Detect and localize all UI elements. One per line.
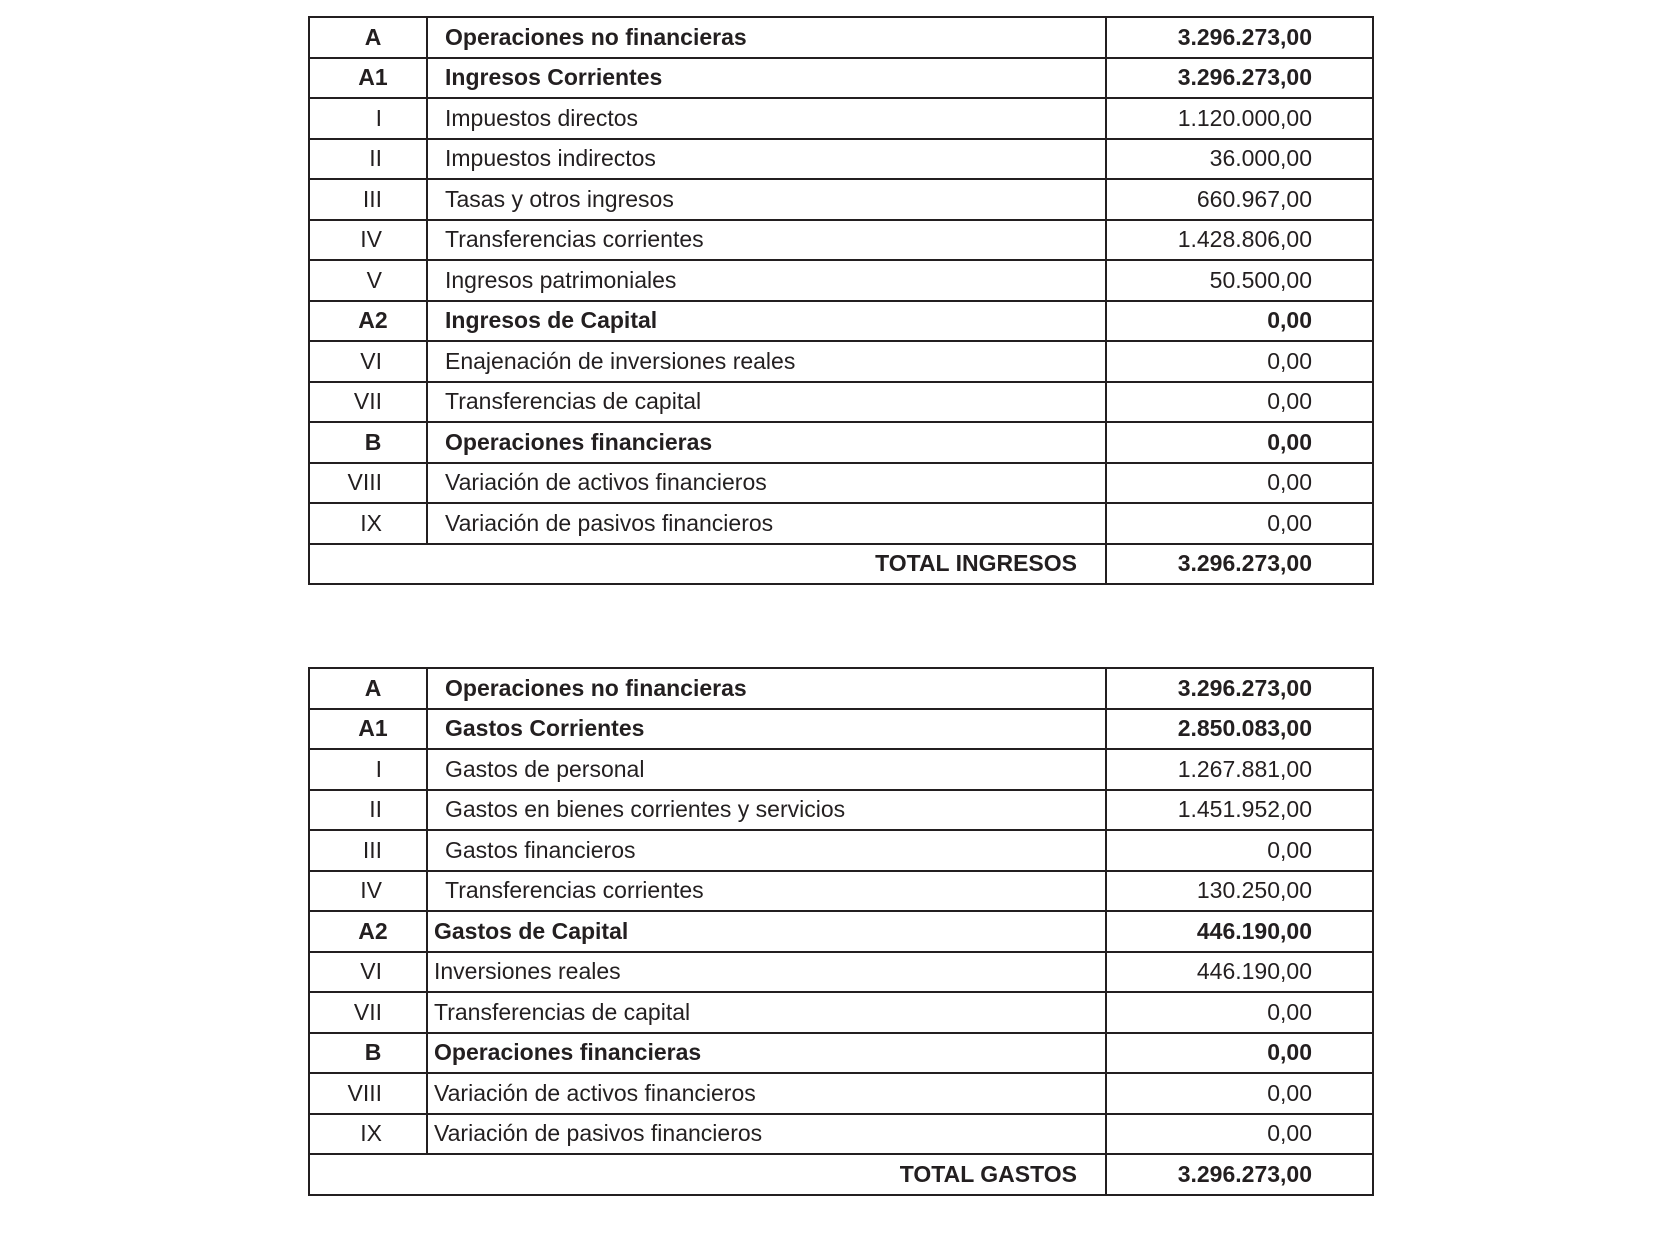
- total-ingresos-label: TOTAL INGRESOS: [309, 544, 1106, 585]
- table-row: [309, 830, 1373, 871]
- row-label: Gastos en bienes corrientes y servicios: [427, 790, 1106, 831]
- row-value: 0,00: [1106, 503, 1373, 544]
- row-label: Variación de pasivos financieros: [427, 503, 1106, 544]
- row-label: Impuestos indirectos: [427, 139, 1106, 180]
- row-label: Gastos de Capital: [427, 911, 1106, 952]
- row-label: Gastos Corrientes: [427, 709, 1106, 750]
- row-code: III: [309, 179, 427, 220]
- row-code: I: [309, 98, 427, 139]
- row-label: Impuestos directos: [427, 98, 1106, 139]
- table-row: [309, 668, 1373, 709]
- row-value: 1.428.806,00: [1106, 220, 1373, 261]
- gastos-table: [308, 667, 1374, 1196]
- row-label: Transferencias corrientes: [427, 220, 1106, 261]
- row-code: IV: [309, 871, 427, 912]
- row-value: 0,00: [1106, 341, 1373, 382]
- row-code: IX: [309, 1114, 427, 1155]
- row-value: 0,00: [1106, 382, 1373, 423]
- table-row: [309, 790, 1373, 831]
- row-value: 36.000,00: [1106, 139, 1373, 180]
- row-label: Enajenación de inversiones reales: [427, 341, 1106, 382]
- row-code: VI: [309, 952, 427, 993]
- row-label: Gastos de personal: [427, 749, 1106, 790]
- row-label: Operaciones no financieras: [427, 668, 1106, 709]
- row-code: B: [309, 422, 427, 463]
- row-label: Ingresos de Capital: [427, 301, 1106, 342]
- table-row: [309, 1073, 1373, 1114]
- table-row: [309, 260, 1373, 301]
- row-value: 0,00: [1106, 830, 1373, 871]
- table-row: [309, 139, 1373, 180]
- ingresos-rows: [309, 17, 1373, 584]
- total-gastos-label: TOTAL GASTOS: [309, 1154, 1106, 1195]
- row-value: 0,00: [1106, 463, 1373, 504]
- row-code: A1: [309, 709, 427, 750]
- row-code: B: [309, 1033, 427, 1074]
- row-value: 1.120.000,00: [1106, 98, 1373, 139]
- row-value: 660.967,00: [1106, 179, 1373, 220]
- row-label: Variación de activos financieros: [427, 1073, 1106, 1114]
- row-value: 0,00: [1106, 301, 1373, 342]
- row-code: VI: [309, 341, 427, 382]
- table-row: [309, 301, 1373, 342]
- row-code: VII: [309, 382, 427, 423]
- row-value: 130.250,00: [1106, 871, 1373, 912]
- row-value: 0,00: [1106, 1073, 1373, 1114]
- row-code: IX: [309, 503, 427, 544]
- row-value: 1.267.881,00: [1106, 749, 1373, 790]
- gastos-rows: [309, 668, 1373, 1195]
- row-label: Inversiones reales: [427, 952, 1106, 993]
- row-code: I: [309, 749, 427, 790]
- table-row: [309, 179, 1373, 220]
- table-row: [309, 1114, 1373, 1155]
- table-row: [309, 17, 1373, 58]
- table-row: [309, 1033, 1373, 1074]
- table-row: [309, 58, 1373, 99]
- row-code: A: [309, 17, 427, 58]
- row-code: II: [309, 139, 427, 180]
- table-row: [309, 220, 1373, 261]
- table-row: [309, 952, 1373, 993]
- table-row: [309, 871, 1373, 912]
- row-value: 0,00: [1106, 1033, 1373, 1074]
- table-row: [309, 709, 1373, 750]
- table-row: [309, 911, 1373, 952]
- row-code: IV: [309, 220, 427, 261]
- row-label: Variación de pasivos financieros: [427, 1114, 1106, 1155]
- row-value: 446.190,00: [1106, 911, 1373, 952]
- row-value: 2.850.083,00: [1106, 709, 1373, 750]
- ingresos-table: [308, 16, 1374, 585]
- total-row: [309, 544, 1373, 585]
- row-label: Variación de activos financieros: [427, 463, 1106, 504]
- row-code: V: [309, 260, 427, 301]
- row-label: Ingresos Corrientes: [427, 58, 1106, 99]
- row-code: III: [309, 830, 427, 871]
- row-value: 3.296.273,00: [1106, 17, 1373, 58]
- row-label: Transferencias de capital: [427, 992, 1106, 1033]
- row-value: 446.190,00: [1106, 952, 1373, 993]
- row-label: Operaciones financieras: [427, 1033, 1106, 1074]
- total-ingresos-value: 3.296.273,00: [1106, 544, 1373, 585]
- row-label: Operaciones financieras: [427, 422, 1106, 463]
- row-value: 0,00: [1106, 1114, 1373, 1155]
- row-label: Tasas y otros ingresos: [427, 179, 1106, 220]
- row-value: 0,00: [1106, 422, 1373, 463]
- table-row: [309, 382, 1373, 423]
- row-code: VII: [309, 992, 427, 1033]
- row-value: 1.451.952,00: [1106, 790, 1373, 831]
- table-row: [309, 341, 1373, 382]
- table-row: [309, 503, 1373, 544]
- row-code: VIII: [309, 1073, 427, 1114]
- row-value: 3.296.273,00: [1106, 668, 1373, 709]
- row-code: A: [309, 668, 427, 709]
- row-value: 50.500,00: [1106, 260, 1373, 301]
- row-code: A1: [309, 58, 427, 99]
- row-label: Ingresos patrimoniales: [427, 260, 1106, 301]
- row-code: A2: [309, 911, 427, 952]
- table-row: [309, 463, 1373, 504]
- row-value: 0,00: [1106, 992, 1373, 1033]
- table-row: [309, 98, 1373, 139]
- row-code: A2: [309, 301, 427, 342]
- row-value: 3.296.273,00: [1106, 58, 1373, 99]
- row-label: Operaciones no financieras: [427, 17, 1106, 58]
- table-row: [309, 422, 1373, 463]
- row-label: Gastos financieros: [427, 830, 1106, 871]
- row-label: Transferencias corrientes: [427, 871, 1106, 912]
- row-label: Transferencias de capital: [427, 382, 1106, 423]
- table-row: [309, 749, 1373, 790]
- row-code: VIII: [309, 463, 427, 504]
- total-gastos-value: 3.296.273,00: [1106, 1154, 1373, 1195]
- row-code: II: [309, 790, 427, 831]
- table-row: [309, 992, 1373, 1033]
- total-row: [309, 1154, 1373, 1195]
